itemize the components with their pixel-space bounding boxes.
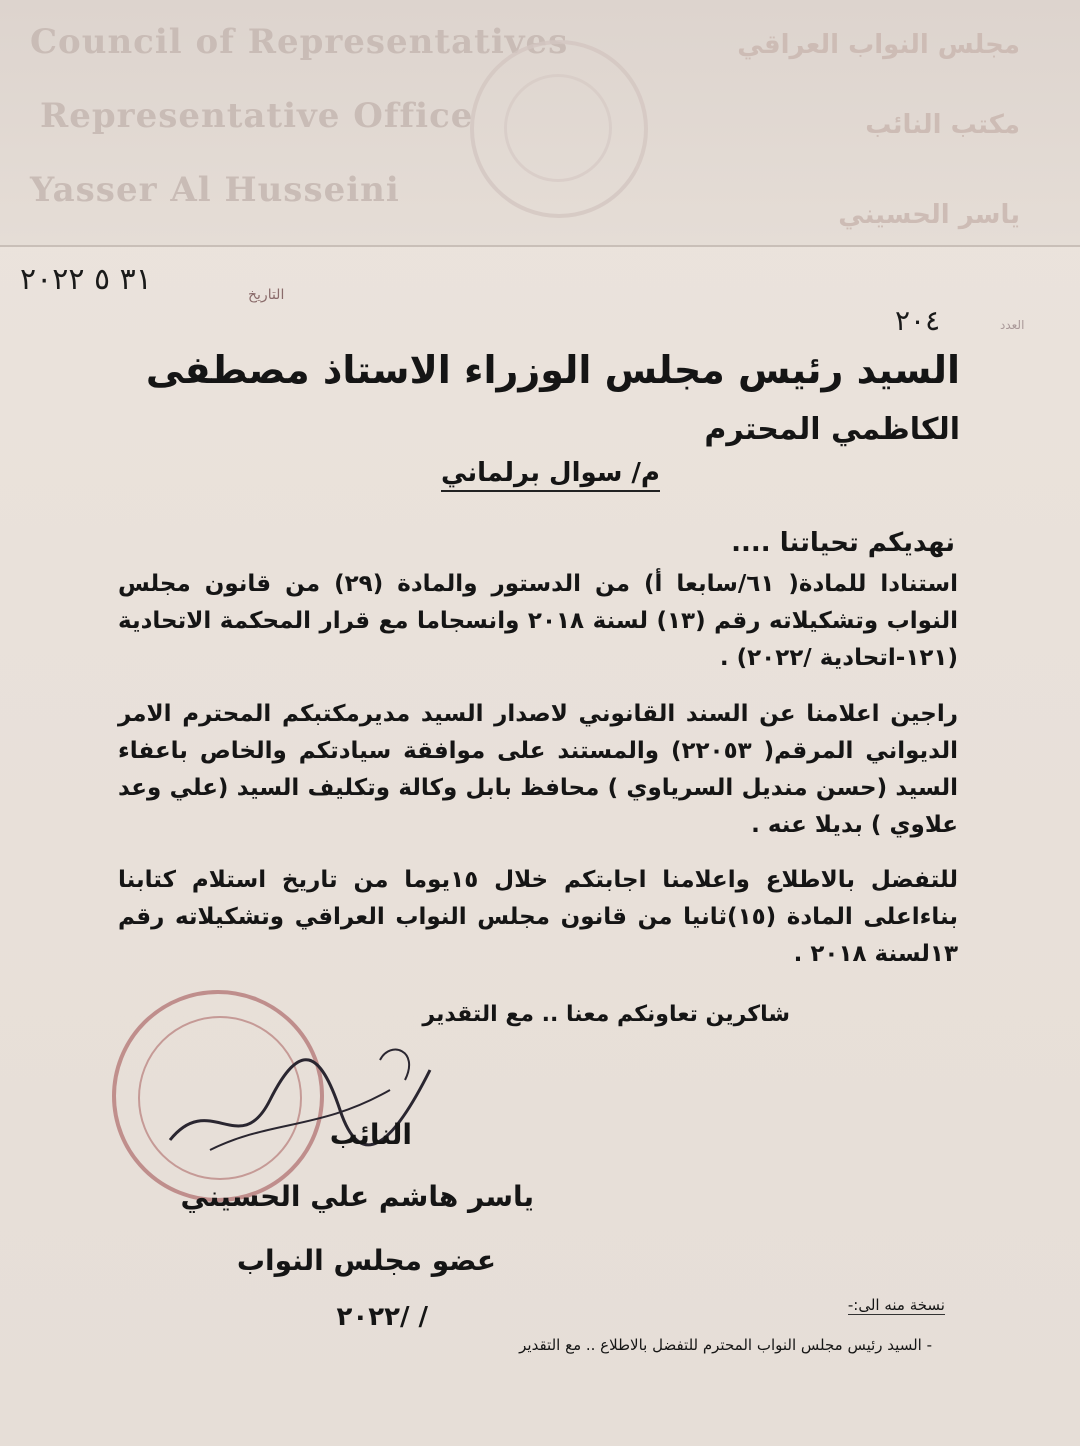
closing: شاكرين تعاونكم معنا .. مع التقدير <box>422 1002 790 1027</box>
date-value: ٣١ ٥ ٢٠٢٢ <box>20 262 152 297</box>
letterhead <box>0 0 1080 247</box>
subject: م/ سوال برلماني <box>441 458 660 492</box>
letterhead-en-line3: Yasser Al Husseini <box>30 170 400 210</box>
state-emblem <box>470 40 648 218</box>
copy-to-heading: نسخة منه الى:- <box>847 1296 945 1314</box>
letterhead-en-line1: Council of Representatives <box>30 22 569 62</box>
greeting: نهديكم تحياتنا .... <box>731 528 955 558</box>
number-value: ٢٠٤ <box>895 304 941 337</box>
signatory-role: عضو مجلس النواب <box>236 1244 496 1277</box>
body-paragraph-2: راجين اعلامنا عن السند القانوني لاصدار السيد مديرمكتبكم المحترم الامر الديواني المرقم( ٢٢٠٥٣) والمستند على موافقة سيادتكم والخاص باعفاء السيد (حسن منديل السرياوي ) محافظ بابل وكالة وتكليف السيد (علي وعد علاوي ) بديلا عنه . <box>118 701 958 838</box>
number-label: العدد <box>1000 318 1025 332</box>
body-paragraph-3: للتفضل بالاطلاع واعلامنا اجابتكم خلال ١٥يوما من تاريخ استلام كتابنا بناءاعلى المادة (١٥)ثانيا من قانون مجلس النواب العراقي وتشكيلاته رقم ١٣لسنة ٢٠١٨ . <box>118 867 958 967</box>
signatory-name: ياسر هاشم علي الحسيني <box>180 1180 534 1213</box>
letterhead-ar-line1: مجلس النواب العراقي <box>737 30 1020 60</box>
date-label: التاريخ <box>248 287 285 303</box>
letterhead-ar-line2: مكتب النائب <box>865 110 1020 140</box>
addressee-line1: السيد رئيس مجلس الوزراء الاستاذ مصطفى <box>145 348 960 392</box>
body-paragraph-1: استنادا للمادة( ٦١/سابعا أ) من الدستور والمادة (٢٩) من قانون مجلس النواب وتشكيلاته رقم (١٣) لسنة ٢٠١٨ وانسجاما مع قرار المحكمة الاتحادية (١٢١-اتحادية /٢٠٢٢) . <box>118 571 958 671</box>
signature-date: / /٢٠٢٢ <box>336 1302 428 1332</box>
signatory-title: النائب <box>329 1118 412 1151</box>
letterhead-ar-line3: ياسر الحسيني <box>838 200 1020 230</box>
letterhead-en-line2: Representative Office <box>40 96 474 136</box>
copy-to-line: - السيد رئيس مجلس النواب المحترم للتفضل بالاطلاع .. مع التقدير <box>519 1336 932 1354</box>
addressee-line2: الكاظمي المحترم <box>704 412 960 447</box>
